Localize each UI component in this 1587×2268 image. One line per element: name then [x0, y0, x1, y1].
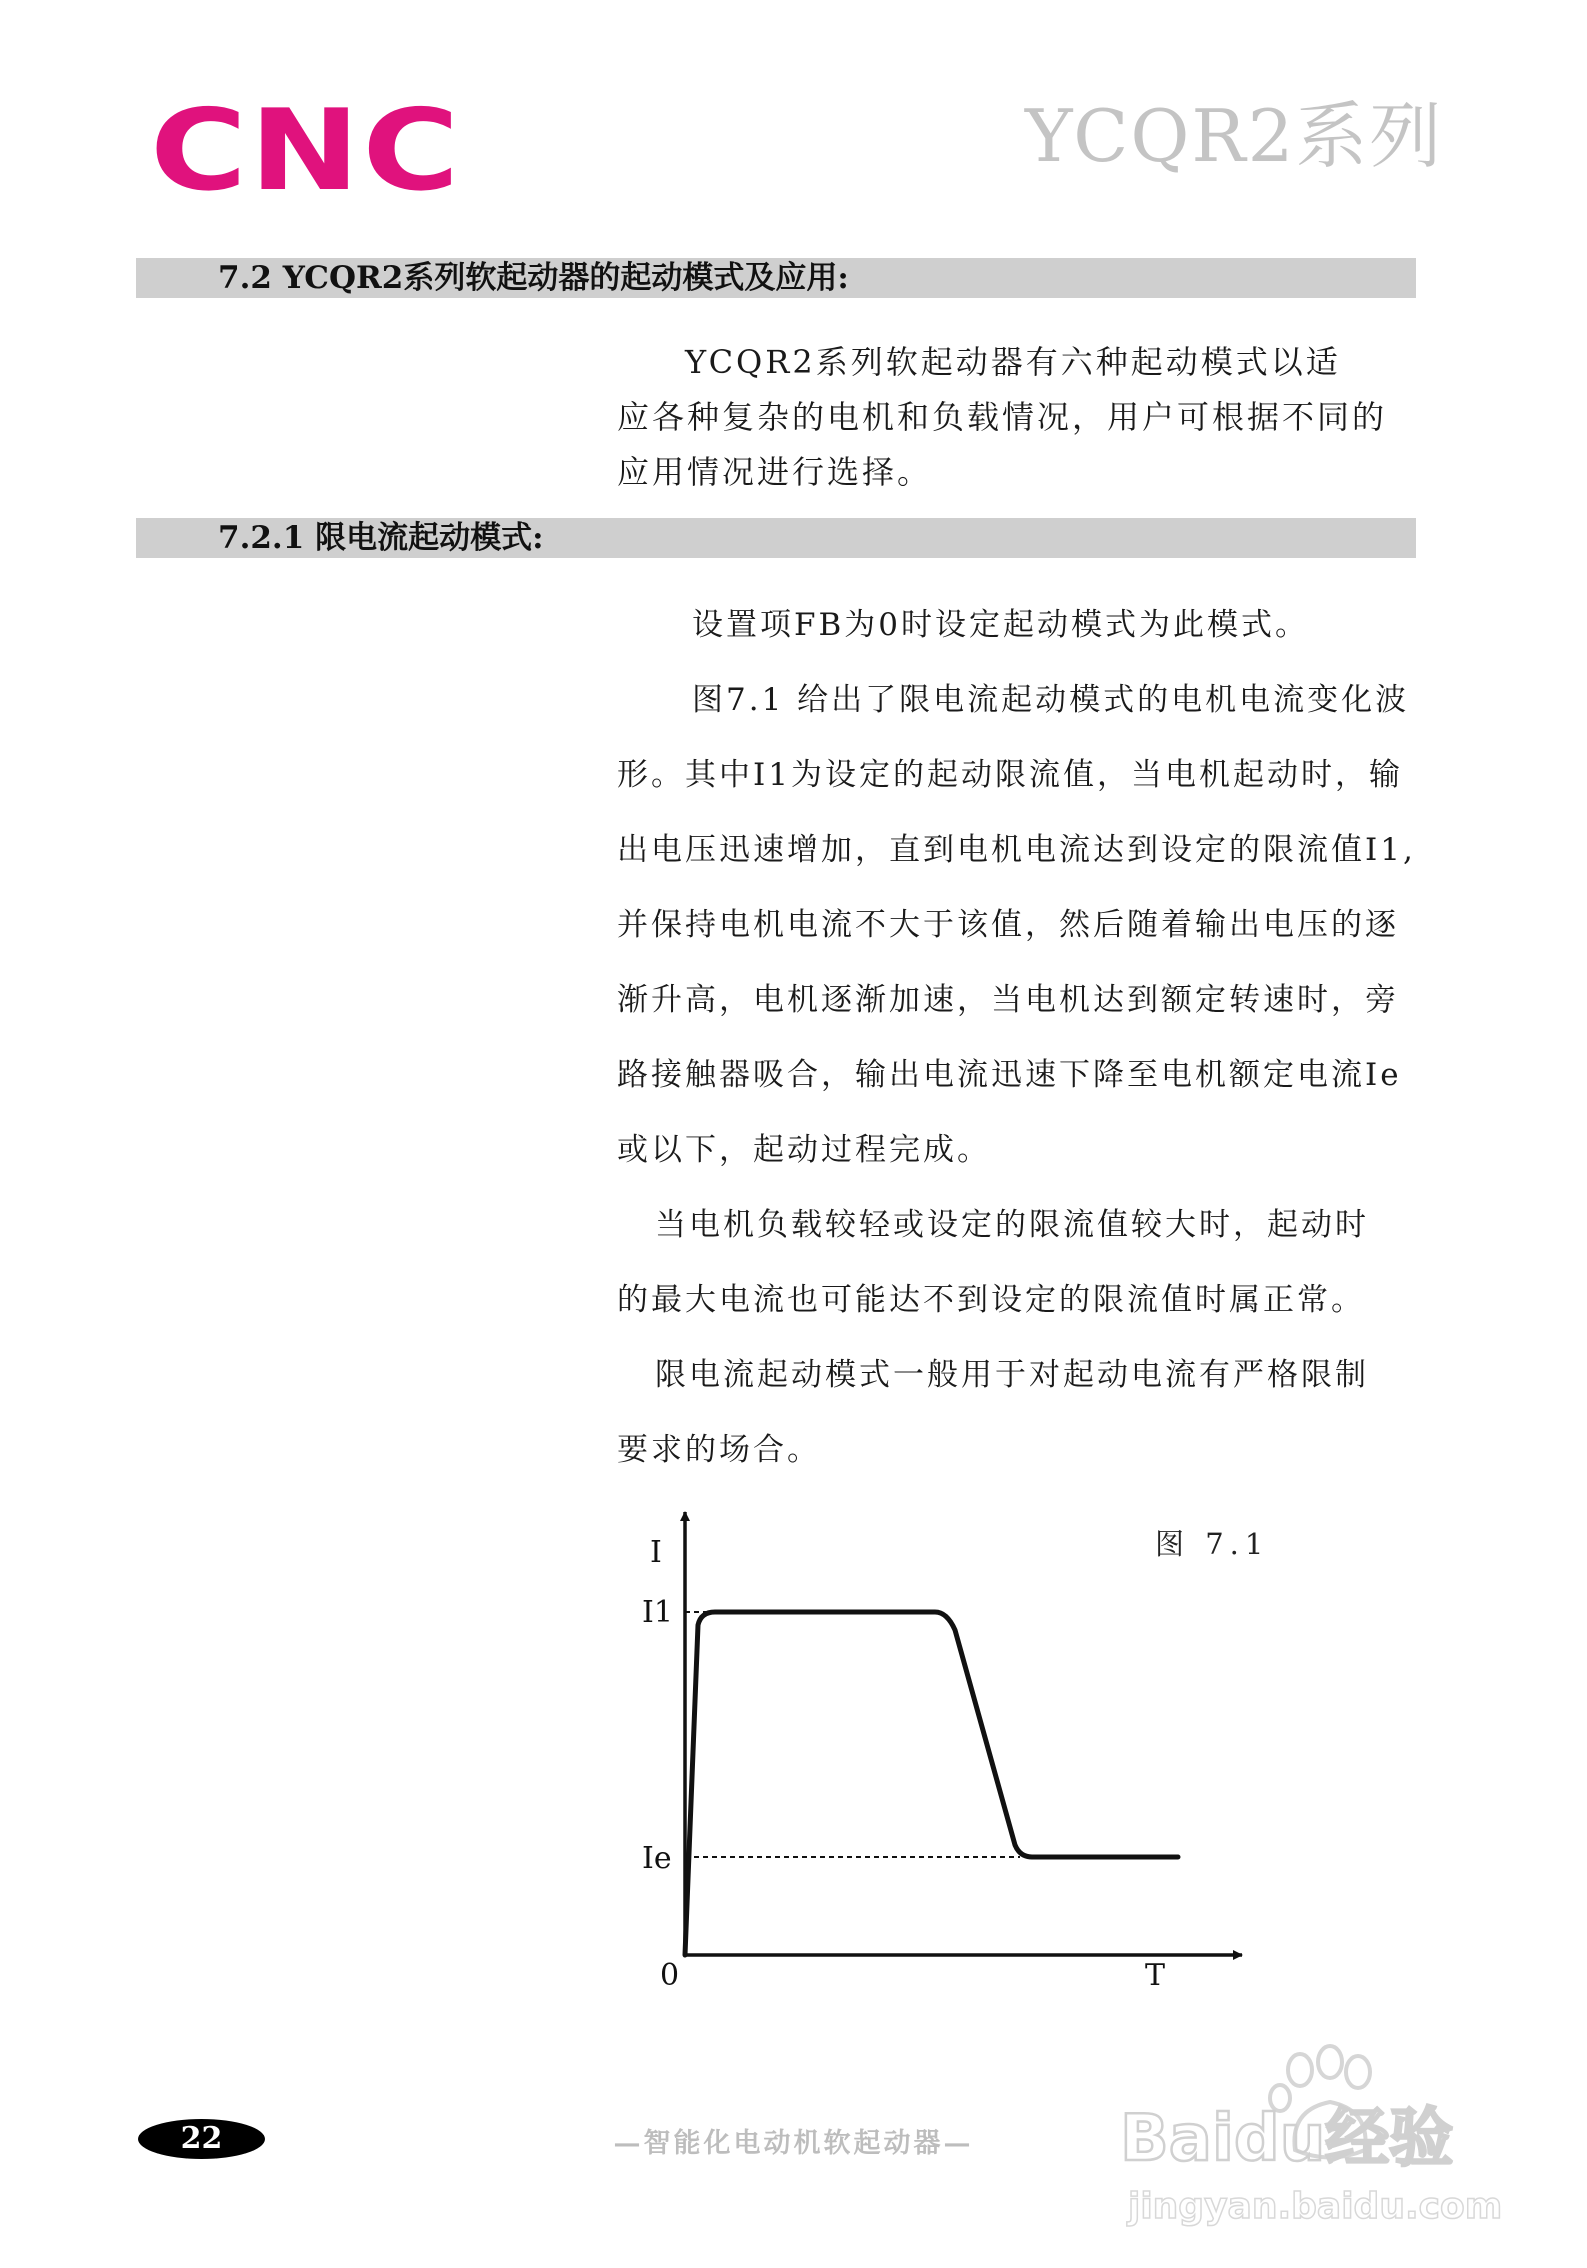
body-line: 路接触器吸合，输出电流迅速下降至电机额定电流Ie	[617, 1057, 1402, 1093]
page-number: 22	[138, 2119, 265, 2159]
section-heading-7-2: 7.2 YCQR2系列软起动器的起动模式及应用:	[136, 258, 1416, 298]
footer-title: —智能化电动机软起动器—	[613, 2128, 974, 2159]
intro-line: YCQR2系列软起动器有六种起动模式以适	[685, 343, 1341, 381]
cnc-logo: CNC	[150, 86, 462, 216]
body-line: 图7.1 给出了限电流起动模式的电机电流变化波	[692, 682, 1410, 718]
i1-label: I1	[642, 1595, 673, 1630]
section-body	[617, 588, 1462, 1488]
section-intro	[617, 335, 1447, 500]
body-line: 形。其中I1为设定的起动限流值，当电机起动时，输	[617, 757, 1403, 793]
current-curve	[685, 1612, 1178, 1955]
y-axis-label: I	[650, 1535, 662, 1570]
origin-label: 0	[660, 1958, 680, 1993]
watermark-url: jingyan.baidu.com	[1128, 2186, 1503, 2227]
x-axis-label: T	[1145, 1958, 1166, 1993]
body-line: 要求的场合。	[617, 1432, 821, 1468]
setting-text: 设置项FB为0时设定起动模式为此模式。	[692, 607, 1310, 643]
intro-line: 应各种复杂的电机和负载情况，用户可根据不同的	[617, 398, 1388, 436]
watermark-brand: Baidu经验	[1120, 2102, 1454, 2176]
body-line: 并保持电机电流不大于该值，然后随着输出电压的逐	[617, 907, 1399, 943]
section-heading-7-2-1: 7.2.1 限电流起动模式:	[136, 518, 1416, 558]
body-line: 渐升高，电机逐渐加速，当电机达到额定转速时，旁	[617, 982, 1399, 1018]
body-line: 限电流起动模式一般用于对起动电流有严格限制	[655, 1357, 1369, 1393]
current-waveform-figure	[610, 1500, 1260, 2020]
body-line: 的最大电流也可能达不到设定的限流值时属正常。	[617, 1282, 1365, 1318]
series-title: YCQR2系列	[1025, 94, 1444, 178]
body-line: 出电压迅速增加，直到电机电流达到设定的限流值I1,	[617, 832, 1416, 868]
intro-line: 应用情况进行选择。	[617, 453, 933, 491]
body-line: 或以下，起动过程完成。	[617, 1132, 991, 1168]
figure-caption: 图 7.1	[1155, 1527, 1270, 1561]
body-line: 当电机负载较轻或设定的限流值较大时，起动时	[655, 1207, 1369, 1243]
ie-label: Ie	[642, 1841, 672, 1876]
